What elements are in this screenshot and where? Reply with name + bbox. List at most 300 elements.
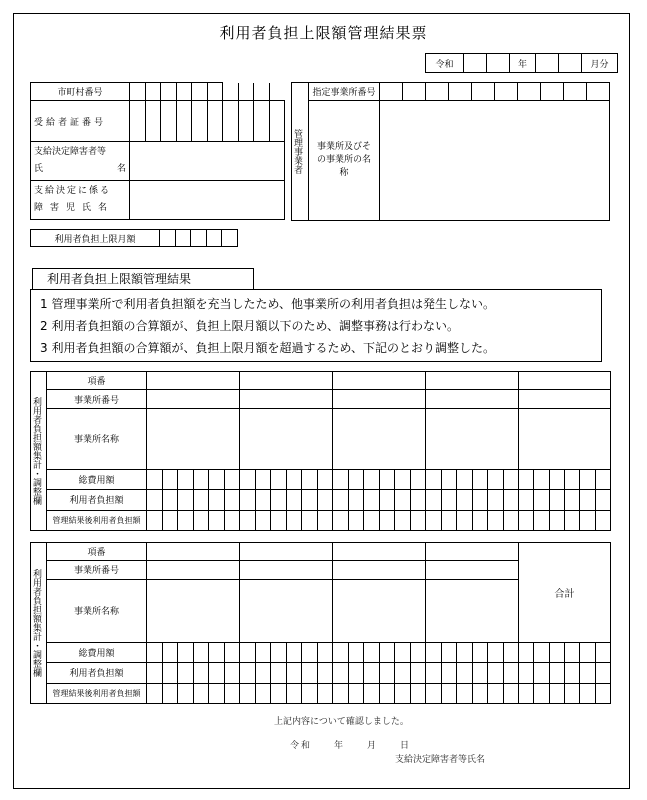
digit-box[interactable] [596, 490, 610, 509]
digit-box[interactable] [519, 470, 534, 489]
office-no-cell[interactable] [147, 561, 240, 579]
digit-box[interactable] [457, 643, 473, 662]
digit-box[interactable] [395, 490, 411, 509]
digit-box[interactable] [147, 511, 163, 530]
digit-box[interactable] [565, 511, 580, 530]
office-name-cell[interactable] [426, 579, 519, 642]
digit-box[interactable] [457, 511, 473, 530]
item-no-cell[interactable] [240, 372, 333, 390]
digit-box[interactable] [178, 470, 194, 489]
digit-box[interactable] [473, 663, 489, 682]
digit-box[interactable] [534, 470, 549, 489]
office-name-cell[interactable] [333, 579, 426, 642]
digit-box[interactable] [318, 643, 333, 662]
management-label-cell [292, 83, 309, 221]
digit-grid [333, 490, 425, 509]
digit-box[interactable] [380, 643, 396, 662]
digit-box[interactable] [395, 684, 411, 703]
digit-box[interactable] [194, 684, 210, 703]
recipient-number-cell[interactable] [192, 101, 208, 142]
user-burden-cell[interactable] [147, 490, 240, 510]
after-mgmt-sum-cell[interactable] [519, 683, 611, 703]
digit-box[interactable] [580, 663, 595, 682]
digit-box[interactable] [287, 643, 303, 662]
limit-cell[interactable] [191, 230, 207, 247]
guardian-name-field[interactable] [130, 142, 285, 181]
digit-box[interactable] [194, 490, 210, 509]
office-name-cell[interactable] [147, 579, 240, 642]
digit-box[interactable] [457, 684, 473, 703]
digit-box[interactable] [442, 470, 458, 489]
digit-box[interactable] [209, 470, 225, 489]
digit-box[interactable] [333, 470, 349, 489]
digit-box[interactable] [380, 511, 396, 530]
digit-box[interactable] [580, 643, 595, 662]
digit-box[interactable] [596, 470, 610, 489]
era-year-cell[interactable] [464, 54, 487, 73]
digit-box[interactable] [519, 684, 534, 703]
recipient-number-cell[interactable] [223, 101, 239, 142]
digit-box[interactable] [302, 470, 318, 489]
digit-grid [240, 470, 332, 489]
tally-side-label-cell [31, 543, 47, 704]
digit-box[interactable] [395, 643, 411, 662]
digit-box[interactable] [380, 490, 396, 509]
digit-box[interactable] [225, 470, 240, 489]
recipient-number-cell[interactable] [176, 101, 192, 142]
digit-box[interactable] [488, 490, 504, 509]
office-name-cell[interactable] [426, 408, 519, 469]
digit-box[interactable] [194, 643, 210, 662]
digit-box[interactable] [364, 684, 380, 703]
digit-box[interactable] [395, 663, 411, 682]
user-burden-cell[interactable] [333, 490, 426, 510]
digit-box[interactable] [349, 470, 365, 489]
item-no-cell[interactable] [519, 372, 611, 390]
office-name-label: 事業所名称 [47, 579, 147, 642]
total-cost-cell[interactable] [333, 642, 426, 662]
digit-box[interactable] [256, 643, 272, 662]
office-no-cell[interactable] [333, 561, 426, 579]
total-cost-cell[interactable] [147, 469, 240, 489]
total-cost-cell[interactable] [147, 642, 240, 662]
digit-box[interactable] [488, 511, 504, 530]
result-option-2[interactable]: 2 利用者負担額の合算額が、負担上限月額以下のため、調整事務は行わない。 [40, 319, 459, 333]
recipient-number-cell[interactable] [207, 101, 223, 142]
total-cost-cell[interactable] [333, 469, 426, 489]
recipient-number-cell[interactable] [254, 101, 270, 142]
digit-box[interactable] [287, 470, 303, 489]
digit-box[interactable] [565, 490, 580, 509]
month-cell[interactable] [536, 54, 559, 73]
city-number-cell[interactable] [192, 83, 208, 101]
user-burden-cell[interactable] [240, 490, 333, 510]
office-name-cell[interactable] [147, 408, 240, 469]
digit-box[interactable] [380, 470, 396, 489]
city-number-cell[interactable] [176, 83, 192, 101]
digit-box[interactable] [519, 490, 534, 509]
digit-box[interactable] [426, 490, 442, 509]
digit-box[interactable] [411, 470, 426, 489]
result-option-1[interactable]: 1 管理事業所で利用者負担額を充当したため、他事業所の利用者負担は発生しない。 [40, 297, 495, 311]
digit-box[interactable] [364, 490, 380, 509]
digit-box[interactable] [240, 663, 256, 682]
digit-box[interactable] [225, 643, 240, 662]
digit-box[interactable] [209, 663, 225, 682]
digit-box[interactable] [302, 511, 318, 530]
digit-box[interactable] [364, 511, 380, 530]
digit-box[interactable] [504, 663, 519, 682]
designated-number-cell[interactable] [587, 83, 610, 101]
user-burden-label: 利用者負担額 [47, 490, 147, 510]
digit-box[interactable] [550, 511, 565, 530]
digit-box[interactable] [318, 490, 333, 509]
user-burden-cell[interactable] [426, 663, 519, 683]
item-no-cell[interactable] [333, 543, 426, 561]
digit-box[interactable] [519, 643, 534, 662]
digit-box[interactable] [178, 643, 194, 662]
digit-box[interactable] [302, 490, 318, 509]
digit-box[interactable] [240, 511, 256, 530]
digit-box[interactable] [147, 490, 163, 509]
digit-box[interactable] [302, 643, 318, 662]
designated-number-cell[interactable] [380, 83, 403, 101]
user-burden-cell[interactable] [519, 490, 611, 510]
digit-box[interactable] [534, 643, 549, 662]
digit-box[interactable] [302, 663, 318, 682]
digit-box[interactable] [550, 663, 565, 682]
digit-box[interactable] [580, 470, 595, 489]
digit-box[interactable] [194, 663, 210, 682]
office-name-cell[interactable] [240, 579, 333, 642]
digit-box[interactable] [318, 663, 333, 682]
designated-number-cell[interactable] [403, 83, 426, 101]
digit-box[interactable] [457, 490, 473, 509]
digit-box[interactable] [287, 663, 303, 682]
result-option-3[interactable]: 3 利用者負担額の合算額が、負担上限月額を超過するため、下記のとおり調整した。 [40, 341, 495, 355]
digit-box[interactable] [194, 511, 210, 530]
user-burden-cell[interactable] [240, 663, 333, 683]
digit-box[interactable] [411, 511, 426, 530]
digit-box[interactable] [240, 470, 256, 489]
digit-box[interactable] [380, 684, 396, 703]
digit-box[interactable] [256, 511, 272, 530]
digit-box[interactable] [395, 470, 411, 489]
digit-box[interactable] [565, 684, 580, 703]
designated-number-cell[interactable] [449, 83, 472, 101]
digit-box[interactable] [565, 663, 580, 682]
digit-grid [333, 643, 425, 662]
digit-box[interactable] [333, 663, 349, 682]
digit-box[interactable] [442, 663, 458, 682]
total-cost-cell[interactable] [426, 469, 519, 489]
digit-box[interactable] [209, 643, 225, 662]
digit-box[interactable] [565, 643, 580, 662]
digit-grid [240, 663, 332, 682]
digit-box[interactable] [504, 470, 519, 489]
digit-box[interactable] [519, 511, 534, 530]
item-no-cell[interactable] [333, 372, 426, 390]
digit-box[interactable] [318, 511, 333, 530]
digit-box[interactable] [318, 684, 333, 703]
digit-box[interactable] [271, 490, 287, 509]
digit-box[interactable] [349, 490, 365, 509]
total-cost-cell[interactable] [426, 642, 519, 662]
tally-table-1 [30, 371, 611, 531]
after-mgmt-cell[interactable] [426, 683, 519, 703]
digit-box[interactable] [333, 643, 349, 662]
recipient-number-cell[interactable] [161, 101, 177, 142]
digit-box[interactable] [256, 663, 272, 682]
recipient-number-cell[interactable] [145, 101, 161, 142]
digit-box[interactable] [504, 490, 519, 509]
digit-box[interactable] [163, 663, 179, 682]
digit-box[interactable] [426, 511, 442, 530]
digit-box[interactable] [178, 490, 194, 509]
digit-box[interactable] [473, 684, 489, 703]
digit-box[interactable] [473, 470, 489, 489]
digit-box[interactable] [580, 684, 595, 703]
digit-grid [333, 470, 425, 489]
digit-box[interactable] [580, 490, 595, 509]
office-name-cell[interactable] [333, 408, 426, 469]
digit-box[interactable] [426, 663, 442, 682]
digit-box[interactable] [163, 511, 179, 530]
guardian-label-line1: 支給決定障害者等 [34, 147, 107, 158]
designated-number-cell[interactable] [518, 83, 541, 101]
digit-box[interactable] [178, 684, 194, 703]
digit-box[interactable] [240, 643, 256, 662]
digit-box[interactable] [364, 663, 380, 682]
office-no-cell[interactable] [333, 390, 426, 408]
digit-box[interactable] [225, 684, 240, 703]
digit-box[interactable] [596, 684, 610, 703]
after-mgmt-cell[interactable] [147, 510, 240, 530]
digit-box[interactable] [504, 684, 519, 703]
digit-box[interactable] [225, 490, 240, 509]
digit-box[interactable] [534, 684, 549, 703]
user-burden-cell[interactable] [333, 663, 426, 683]
digit-box[interactable] [240, 490, 256, 509]
digit-box[interactable] [395, 511, 411, 530]
digit-box[interactable] [302, 684, 318, 703]
digit-box[interactable] [426, 470, 442, 489]
digit-box[interactable] [349, 684, 365, 703]
digit-box[interactable] [550, 643, 565, 662]
total-cost-cell[interactable] [240, 642, 333, 662]
recipient-number-cell[interactable] [269, 101, 285, 142]
office-no-cell[interactable] [240, 390, 333, 408]
office-no-cell[interactable] [519, 390, 611, 408]
city-number-cell[interactable] [161, 83, 177, 101]
digit-box[interactable] [287, 490, 303, 509]
digit-box[interactable] [163, 643, 179, 662]
digit-box[interactable] [349, 663, 365, 682]
item-no-cell[interactable] [426, 372, 519, 390]
limit-cell[interactable] [206, 230, 222, 247]
digit-box[interactable] [349, 511, 365, 530]
item-no-cell[interactable] [147, 372, 240, 390]
total-label: 合計 [519, 543, 611, 643]
digit-box[interactable] [534, 511, 549, 530]
after-mgmt-cell[interactable] [333, 683, 426, 703]
digit-box[interactable] [240, 684, 256, 703]
business-name-field[interactable] [380, 101, 610, 221]
digit-box[interactable] [473, 490, 489, 509]
office-no-cell[interactable] [240, 561, 333, 579]
total-cost-cell[interactable] [519, 469, 611, 489]
digit-box[interactable] [565, 470, 580, 489]
designated-number-cell[interactable] [541, 83, 564, 101]
designated-number-cell[interactable] [495, 83, 518, 101]
digit-box[interactable] [147, 470, 163, 489]
digit-box[interactable] [333, 490, 349, 509]
digit-box[interactable] [147, 684, 163, 703]
user-burden-cell[interactable] [426, 490, 519, 510]
digit-box[interactable] [163, 470, 179, 489]
digit-box[interactable] [550, 470, 565, 489]
digit-box[interactable] [534, 490, 549, 509]
digit-box[interactable] [256, 490, 272, 509]
recipient-info-table [30, 82, 285, 220]
digit-box[interactable] [147, 663, 163, 682]
digit-box[interactable] [271, 470, 287, 489]
office-no-cell[interactable] [147, 390, 240, 408]
city-number-cell[interactable] [130, 83, 146, 101]
digit-box[interactable] [349, 643, 365, 662]
city-number-cell[interactable] [207, 83, 223, 101]
digit-box[interactable] [380, 663, 396, 682]
digit-grid [240, 490, 332, 509]
designated-number-cell[interactable] [472, 83, 495, 101]
tally-table-2 [30, 542, 611, 704]
digit-box[interactable] [596, 643, 610, 662]
recipient-number-cell[interactable] [238, 101, 254, 142]
limit-cell[interactable] [175, 230, 191, 247]
after-mgmt-cell[interactable] [333, 510, 426, 530]
item-no-cell[interactable] [147, 543, 240, 561]
digit-box[interactable] [457, 663, 473, 682]
digit-box[interactable] [411, 663, 426, 682]
digit-box[interactable] [178, 511, 194, 530]
digit-box[interactable] [473, 511, 489, 530]
digit-box[interactable] [225, 511, 240, 530]
digit-box[interactable] [488, 643, 504, 662]
sign-name-label: 支給決定障害者等氏名 [395, 755, 486, 765]
digit-box[interactable] [596, 663, 610, 682]
after-mgmt-cell[interactable] [426, 510, 519, 530]
office-no-cell[interactable] [426, 561, 519, 579]
digit-box[interactable] [209, 490, 225, 509]
digit-box[interactable] [596, 511, 610, 530]
digit-box[interactable] [550, 490, 565, 509]
user-burden-sum-cell[interactable] [519, 663, 611, 683]
digit-box[interactable] [163, 490, 179, 509]
digit-box[interactable] [256, 470, 272, 489]
digit-box[interactable] [411, 684, 426, 703]
digit-box[interactable] [504, 511, 519, 530]
digit-box[interactable] [287, 684, 303, 703]
digit-box[interactable] [488, 684, 504, 703]
digit-box[interactable] [194, 470, 210, 489]
limit-cell[interactable] [160, 230, 176, 247]
digit-box[interactable] [488, 663, 504, 682]
digit-box[interactable] [550, 684, 565, 703]
recipient-number-cell[interactable] [130, 101, 146, 142]
month-cell[interactable] [559, 54, 582, 73]
digit-box[interactable] [364, 470, 380, 489]
digit-grid [426, 643, 518, 662]
digit-box[interactable] [411, 643, 426, 662]
office-name-cell[interactable] [240, 408, 333, 469]
digit-box[interactable] [271, 684, 287, 703]
digit-box[interactable] [256, 684, 272, 703]
digit-box[interactable] [411, 490, 426, 509]
digit-grid [426, 684, 518, 703]
digit-box[interactable] [519, 663, 534, 682]
digit-box[interactable] [147, 643, 163, 662]
office-name-cell[interactable] [519, 408, 611, 469]
digit-box[interactable] [426, 684, 442, 703]
digit-box[interactable] [442, 643, 458, 662]
user-burden-cell[interactable] [147, 663, 240, 683]
designated-number-label: 指定事業所番号 [309, 83, 380, 101]
child-name-field[interactable] [130, 181, 285, 220]
digit-box[interactable] [287, 511, 303, 530]
after-mgmt-cell[interactable] [240, 510, 333, 530]
digit-box[interactable] [178, 663, 194, 682]
digit-box[interactable] [225, 663, 240, 682]
after-mgmt-cell[interactable] [519, 510, 611, 530]
item-no-cell[interactable] [240, 543, 333, 561]
digit-box[interactable] [488, 470, 504, 489]
total-cost-cell[interactable] [240, 469, 333, 489]
digit-box[interactable] [580, 511, 595, 530]
guardian-name-label [31, 142, 130, 181]
total-cost-sum-cell[interactable] [519, 642, 611, 662]
after-mgmt-cell[interactable] [240, 683, 333, 703]
digit-box[interactable] [442, 490, 458, 509]
city-number-cell[interactable] [145, 83, 161, 101]
digit-box[interactable] [163, 684, 179, 703]
digit-box[interactable] [209, 511, 225, 530]
era-year-cell[interactable] [487, 54, 510, 73]
digit-box[interactable] [318, 470, 333, 489]
after-mgmt-cell[interactable] [147, 683, 240, 703]
digit-box[interactable] [473, 643, 489, 662]
digit-box[interactable] [442, 511, 458, 530]
digit-box[interactable] [271, 663, 287, 682]
digit-box[interactable] [333, 684, 349, 703]
tally-side-label: 利用者負担額集計・調整欄 [31, 397, 41, 505]
digit-box[interactable] [333, 511, 349, 530]
office-no-cell[interactable] [426, 390, 519, 408]
digit-box[interactable] [504, 643, 519, 662]
digit-box[interactable] [209, 684, 225, 703]
digit-grid [519, 643, 610, 662]
limit-cell[interactable] [222, 230, 238, 247]
digit-box[interactable] [426, 643, 442, 662]
digit-box[interactable] [457, 470, 473, 489]
designated-number-cell[interactable] [426, 83, 449, 101]
digit-box[interactable] [271, 643, 287, 662]
digit-box[interactable] [271, 511, 287, 530]
digit-box[interactable] [364, 643, 380, 662]
digit-box[interactable] [442, 684, 458, 703]
digit-box[interactable] [534, 663, 549, 682]
designated-number-cell[interactable] [564, 83, 587, 101]
item-no-cell[interactable] [426, 543, 519, 561]
